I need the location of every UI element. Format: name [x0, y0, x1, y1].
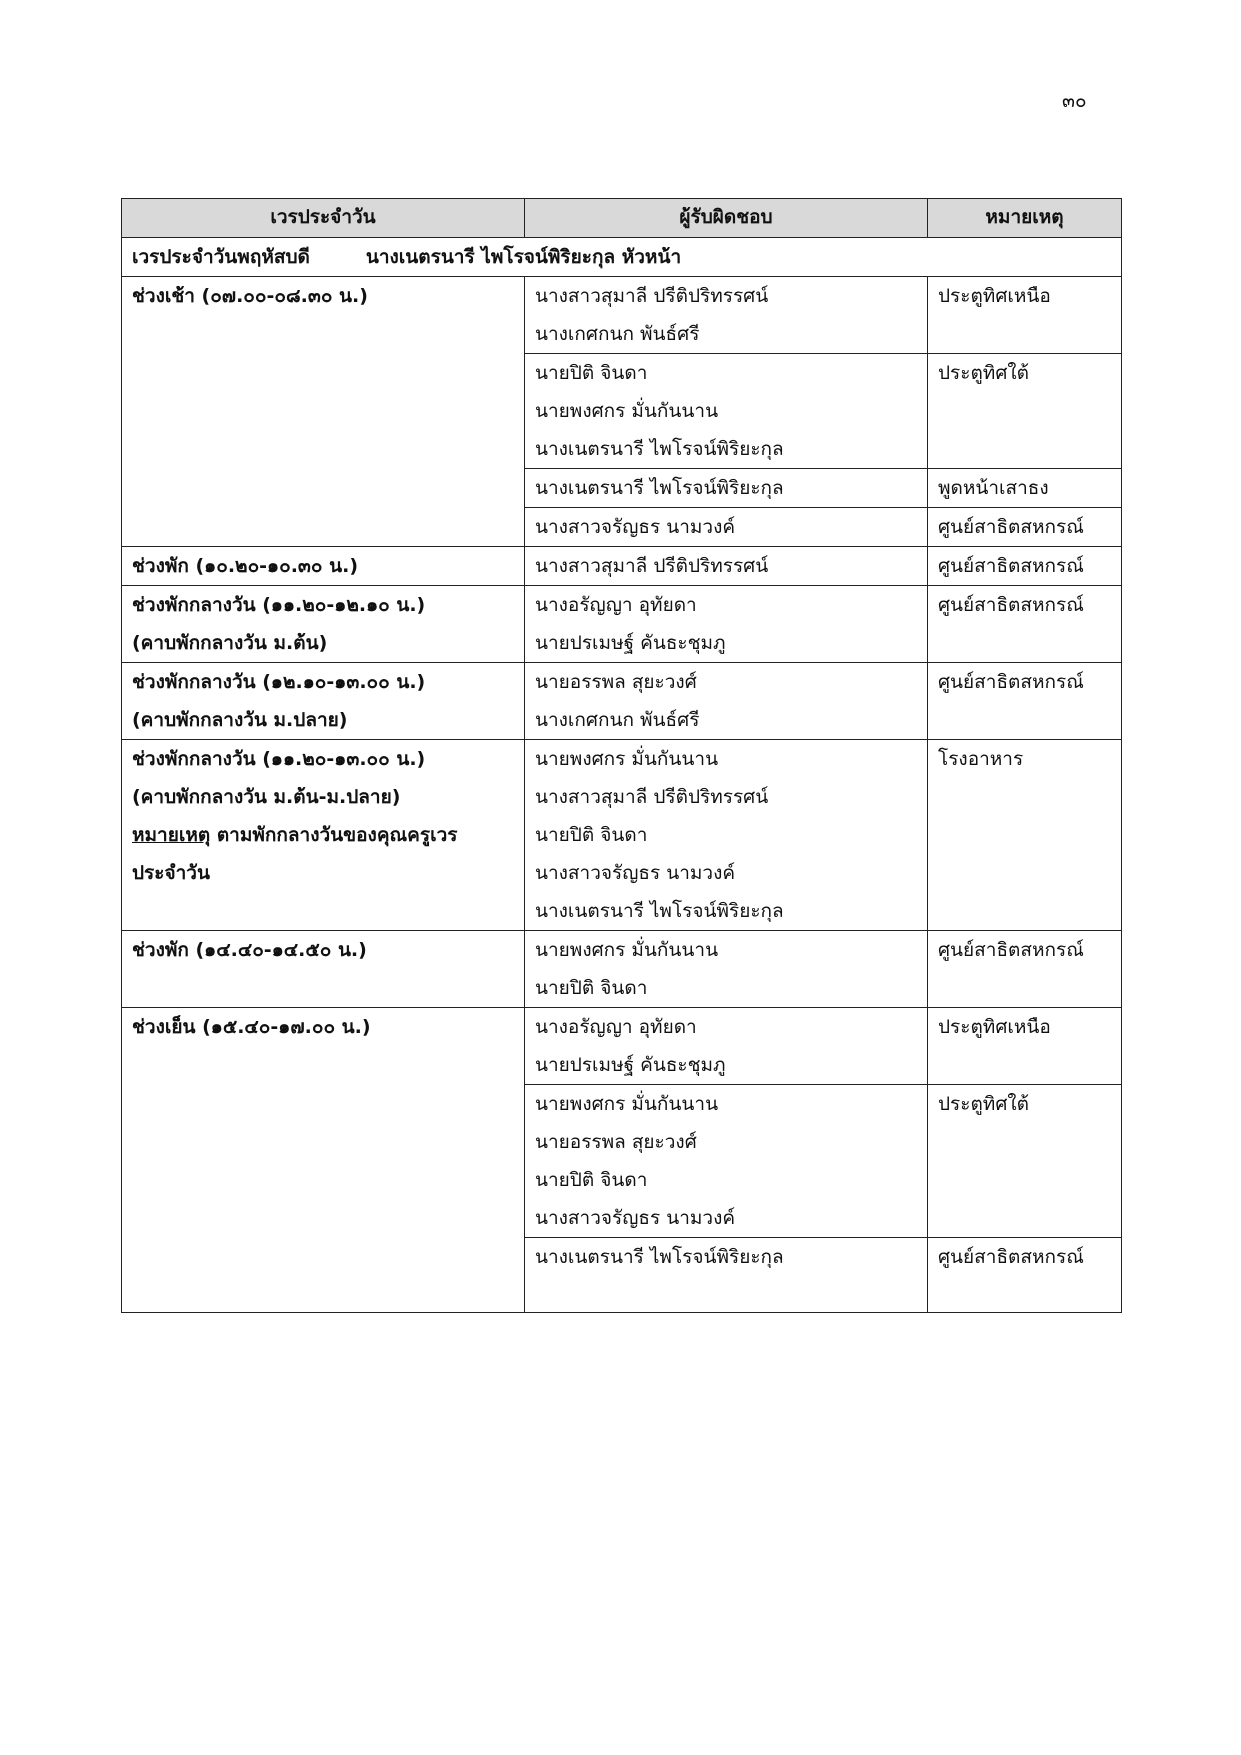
day-title-cell [122, 238, 1122, 277]
people-cell [525, 547, 928, 586]
period-label: ช่วงพักกลางวัน (๑๑.๒๐-๑๓.๐๐ น.) [132, 748, 426, 770]
page-number: ๓๐ [1062, 90, 1087, 112]
location-cell: ประตูทิศเหนือ [928, 277, 1122, 354]
person-name: นางอรัญญา อุทัยดา [535, 1016, 697, 1038]
period-note-cont: ประจำวัน [132, 862, 210, 884]
people-cell [525, 586, 928, 663]
period-label: ช่วงเย็น (๑๕.๔๐-๑๗.๐๐ น.) [132, 1016, 371, 1038]
table-header-row [122, 199, 1122, 238]
period-cell [122, 547, 525, 586]
people-cell [525, 508, 928, 547]
person-name: นางเนตรนารี ไพโรจน์พิริยะกุล [535, 900, 784, 922]
table-row [122, 931, 1122, 1008]
duty-roster-table [121, 198, 1122, 1313]
period-cell [122, 1008, 525, 1313]
day-title-row [122, 238, 1122, 277]
table-row [122, 277, 1122, 354]
person-name: นางสาวสุมาลี ปรีติปริทรรศน์ [535, 555, 769, 577]
person-name: นายอรรพล สุยะวงศ์ [535, 1131, 697, 1153]
period-sublabel: (คาบพักกลางวัน ม.ปลาย) [132, 709, 348, 731]
people-cell [525, 277, 928, 354]
person-name: นายปรเมษฐ์ คันธะชุมภู [535, 1054, 726, 1076]
person-name: นางสาวสุมาลี ปรีติปริทรรศน์ [535, 285, 769, 307]
person-name: นายพงศกร มั่นกันนาน [535, 400, 719, 422]
note-text: ตามพักกลางวันของคุณครูเวร [210, 824, 458, 846]
location-cell: ประตูทิศเหนือ [928, 1008, 1122, 1085]
people-cell [525, 354, 928, 469]
person-name: นางเนตรนารี ไพโรจน์พิริยะกุล [535, 438, 784, 460]
person-name: นางสาวจรัญธร นามวงค์ [535, 862, 736, 884]
period-cell [122, 931, 525, 1008]
people-cell [525, 663, 928, 740]
header-note: หมายเหตุ [928, 199, 1122, 238]
period-label: ช่วงพัก (๑๐.๒๐-๑๐.๓๐ น.) [132, 555, 359, 577]
person-name: นายปิติ จินดา [535, 824, 648, 846]
day-lead: นางเนตรนารี ไพโรจน์พิริยะกุล หัวหน้า [365, 246, 682, 268]
person-name: นางเนตรนารี ไพโรจน์พิริยะกุล [535, 477, 784, 499]
period-note [132, 816, 514, 854]
people-cell [525, 931, 928, 1008]
period-sublabel: (คาบพักกลางวัน ม.ต้น) [132, 632, 328, 654]
location-cell: ประตูทิศใต้ [928, 354, 1122, 469]
person-name: นางสาวจรัญธร นามวงค์ [535, 1207, 736, 1229]
location-cell: ศูนย์สาธิตสหกรณ์ [928, 931, 1122, 1008]
people-cell [525, 1085, 928, 1238]
person-name: นายปิติ จินดา [535, 977, 648, 999]
person-name: นางสาวจรัญธร นามวงค์ [535, 516, 736, 538]
person-name: นางเกศกนก พันธ์ศรี [535, 323, 700, 345]
table-row [122, 1008, 1122, 1085]
location-cell: พูดหน้าเสาธง [928, 469, 1122, 508]
table-row [122, 663, 1122, 740]
period-cell [122, 663, 525, 740]
person-name: นายพงศกร มั่นกันนาน [535, 939, 719, 961]
location-cell: ศูนย์สาธิตสหกรณ์ [928, 663, 1122, 740]
table-row [122, 740, 1122, 931]
location-cell: ศูนย์สาธิตสหกรณ์ [928, 547, 1122, 586]
header-duty: เวรประจำวัน [122, 199, 525, 238]
location-cell: ศูนย์สาธิตสหกรณ์ [928, 586, 1122, 663]
period-label: ช่วงพักกลางวัน (๑๒.๑๐-๑๓.๐๐ น.) [132, 671, 426, 693]
person-name: นายปิติ จินดา [535, 362, 648, 384]
period-label: ช่วงพักกลางวัน (๑๑.๒๐-๑๒.๑๐ น.) [132, 594, 426, 616]
person-name: นางอรัญญา อุทัยดา [535, 594, 697, 616]
period-label: ช่วงพัก (๑๔.๔๐-๑๔.๕๐ น.) [132, 939, 367, 961]
location-cell: ศูนย์สาธิตสหกรณ์ [928, 508, 1122, 547]
period-sublabel: (คาบพักกลางวัน ม.ต้น-ม.ปลาย) [132, 786, 401, 808]
person-name: นางสาวสุมาลี ปรีติปริทรรศน์ [535, 786, 769, 808]
person-name: นายปิติ จินดา [535, 1169, 648, 1191]
location-cell: โรงอาหาร [928, 740, 1122, 931]
header-responsible: ผู้รับผิดชอบ [525, 199, 928, 238]
people-cell [525, 469, 928, 508]
day-title: เวรประจำวันพฤหัสบดี [132, 246, 310, 268]
person-name: นางเนตรนารี ไพโรจน์พิริยะกุล [535, 1246, 784, 1268]
people-cell [525, 1008, 928, 1085]
person-name: นางเกศกนก พันธ์ศรี [535, 709, 700, 731]
period-cell [122, 740, 525, 931]
period-cell [122, 277, 525, 547]
person-name: นายอรรพล สุยะวงศ์ [535, 671, 697, 693]
person-name: นายพงศกร มั่นกันนาน [535, 1093, 719, 1115]
person-name: นายปรเมษฐ์ คันธะชุมภู [535, 632, 726, 654]
location-cell: ประตูทิศใต้ [928, 1085, 1122, 1238]
table-row [122, 547, 1122, 586]
location-cell: ศูนย์สาธิตสหกรณ์ [928, 1238, 1122, 1313]
people-cell [525, 1238, 928, 1313]
period-cell [122, 586, 525, 663]
period-label: ช่วงเช้า (๐๗.๐๐-๐๘.๓๐ น.) [132, 285, 368, 307]
note-label: หมายเหตุ [132, 824, 211, 846]
person-name: นายพงศกร มั่นกันนาน [535, 748, 719, 770]
table-row [122, 586, 1122, 663]
people-cell [525, 740, 928, 931]
